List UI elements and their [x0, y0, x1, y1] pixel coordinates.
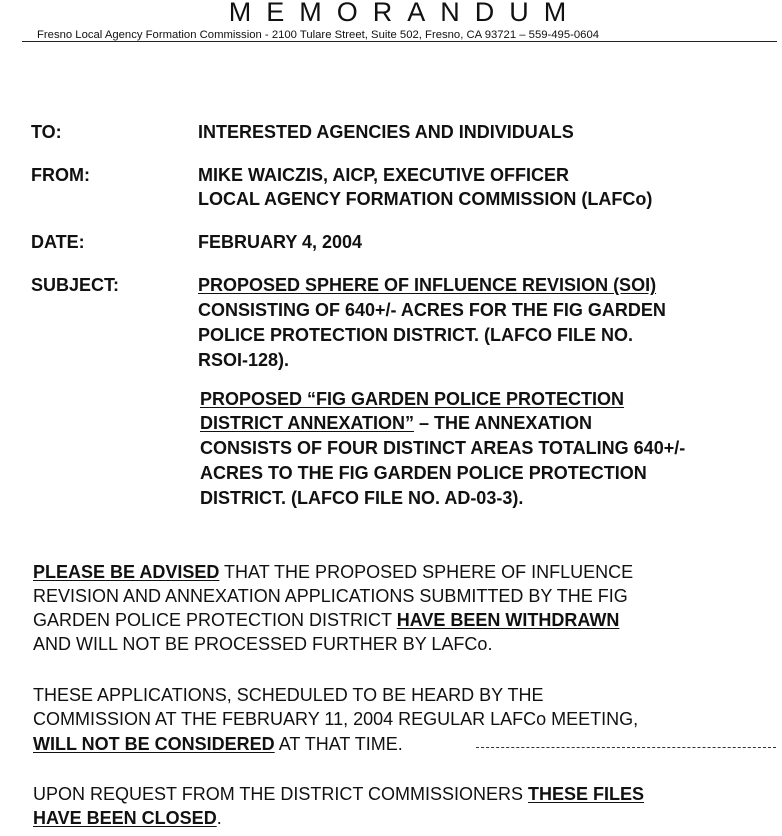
commission-address-line: Fresno Local Agency Formation Commission - 2100 Tulare Street, Suite 502, Fresno, CA 93721 – 559-495-0604: [37, 29, 600, 41]
paragraph-3-line-1-start: UPON REQUEST FROM THE DISTRICT COMMISSIONERS: [33, 784, 529, 804]
paragraph-1-line-3-start: GARDEN POLICE PROTECTION DISTRICT: [33, 610, 397, 630]
subject-item-2-line-5: DISTRICT. (LAFCO FILE NO. AD-03-3).: [200, 488, 524, 508]
subject-item-2-line-2: [200, 411, 592, 435]
paragraph-2-line-3-rest: AT THAT TIME.: [274, 734, 403, 754]
subject-item-2-line-2-rest: – THE ANNEXATION: [414, 413, 593, 433]
paragraph-2-line-2: COMMISSION AT THE FEBRUARY 11, 2004 REGULAR LAFCo MEETING,: [33, 709, 639, 729]
paragraph-1-line-1: [33, 560, 773, 585]
paragraph-1-line-1-rest: THAT THE PROPOSED SPHERE OF INFLUENCE: [219, 562, 634, 582]
subject-item-2-heading-1: PROPOSED “FIG GARDEN POLICE PROTECTION: [200, 389, 625, 409]
header-divider: [22, 41, 777, 42]
to-label: TO:: [31, 122, 62, 142]
subject-label: SUBJECT:: [31, 275, 120, 295]
to-value: INTERESTED AGENCIES AND INDIVIDUALS: [198, 122, 574, 142]
subject-item-1-line-4: RSOI-128).: [198, 350, 290, 370]
will-not-be-considered: WILL NOT BE CONSIDERED: [33, 734, 275, 754]
have-been-withdrawn: HAVE BEEN WITHDRAWN: [396, 610, 620, 630]
paragraph-2-line-3: [33, 732, 773, 757]
date-value: FEBRUARY 4, 2004: [198, 232, 363, 252]
paragraph-2-line-1: THESE APPLICATIONS, SCHEDULED TO BE HEARD BY THE: [33, 685, 544, 705]
subject-item-1-line-2: CONSISTING OF 640+/- ACRES FOR THE FIG GARDEN: [198, 300, 666, 320]
have-been-closed: HAVE BEEN CLOSED: [33, 808, 217, 828]
from-line-2: LOCAL AGENCY FORMATION COMMISSION (LAFCo): [198, 189, 653, 209]
subject-item-2-line-3: CONSISTS OF FOUR DISTINCT AREAS TOTALING 640+/-: [200, 438, 686, 458]
memo-title: MEMORANDUM: [228, 0, 582, 27]
subject-item-1-heading: PROPOSED SPHERE OF INFLUENCE REVISION (SOI): [198, 275, 657, 295]
paragraph-3-end: .: [216, 808, 222, 828]
paragraph-1-line-2: REVISION AND ANNEXATION APPLICATIONS SUBMITTED BY THE FIG: [33, 586, 628, 606]
subject-item-2-line-4: ACRES TO THE FIG GARDEN POLICE PROTECTION: [200, 463, 647, 483]
paragraph-1-line-4: AND WILL NOT BE PROCESSED FURTHER BY LAFCo.: [33, 634, 493, 654]
from-label: FROM:: [31, 165, 90, 185]
subject-item-2-heading-2: DISTRICT ANNEXATION”: [200, 413, 414, 433]
dashed-rule: [476, 747, 776, 749]
date-label: DATE:: [31, 232, 85, 252]
subject-item-1-line-3: POLICE PROTECTION DISTRICT. (LAFCO FILE NO.: [198, 325, 633, 345]
paragraph-3-line-1: [33, 782, 773, 807]
paragraph-1-line-3: [33, 608, 773, 633]
these-files: THESE FILES: [528, 784, 645, 804]
from-line-1: MIKE WAICZIS, AICP, EXECUTIVE OFFICER: [198, 165, 570, 185]
please-be-advised: PLEASE BE ADVISED: [33, 562, 220, 582]
paragraph-3-line-2: [33, 806, 773, 831]
